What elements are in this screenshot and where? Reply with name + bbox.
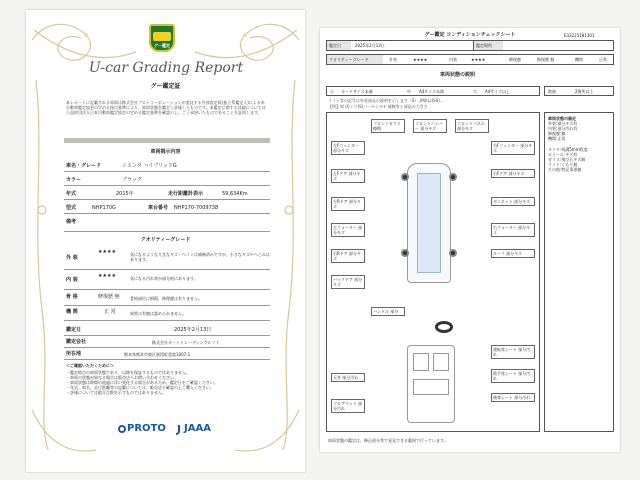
damage-label: ハンドル 部分 — [371, 307, 405, 316]
legend-note: ライト等の記号は外装部品の説明を示します（S）,(M)(L)(SS)… — [328, 98, 444, 103]
grading-report-sheet — [26, 10, 305, 472]
damage-label: 右クォーター 部分キズ — [491, 223, 535, 237]
damage-label: 左Fフェンダー 部分キズ — [331, 141, 365, 155]
wheel-icon — [401, 173, 409, 181]
jaaa-logo-text: JAAA — [184, 423, 211, 434]
section-quality-title: クオリティーグレード — [140, 237, 191, 243]
damage-label: フロントバンパー 部分キズ — [413, 119, 447, 133]
appraisal-location-row: 所在地 熊本県熊本市東区画図町重富1007-1 — [64, 348, 270, 360]
vehicle-color-row: カラー ブラック — [64, 174, 270, 186]
check-sheet-title: グー鑑定 コンディションチェックシート — [424, 32, 516, 38]
proto-logo-text: PROTO — [127, 423, 166, 434]
appraisal-company-row: 鑑定会社 株式会社オートトレーディングルフト — [64, 336, 270, 348]
condition-check-sheet — [320, 28, 620, 452]
seat-icon — [433, 353, 449, 371]
quality-interior-row: 内 装 ★★★★ 気になる汚れ等が部分的にあります。 — [64, 272, 270, 290]
car-roof-glass — [417, 173, 441, 273]
note-item: ・年式、車名、走行距離等の記載については、販売店と確認の上ご購入ください。 — [66, 385, 214, 390]
proto-logo-icon — [118, 425, 126, 433]
damage-label: 後席シート 部分汚れ — [491, 393, 535, 402]
script-title: U-car Grading Report — [88, 60, 244, 76]
note-item: ・鑑定時点の車両状態であり、以降を保証するものではありません。 — [66, 370, 191, 375]
wheel-icon — [401, 249, 409, 257]
notes-list — [66, 370, 271, 395]
wheel-icon — [449, 173, 457, 181]
damage-label: 左Fドア 部分キズ — [331, 169, 365, 183]
vehicle-model-row: 型式 NHP170G 車台番号 NHP170-7009738 — [64, 202, 270, 214]
section-vehicle-title: 車両掲示内容 — [150, 149, 181, 155]
check-sheet-footer: 車両状態の鑑定は、修正部分等で発見できる範囲で行っています。 — [328, 438, 448, 443]
quality-exterior-row: 外 装 ★★★★ 気になるような大きなキズ・ヘコミは補修済みですが、小さなキズやへこみはあります。 — [64, 248, 270, 270]
goo-badge-icon: グー鑑定 — [149, 24, 175, 52]
header-table: 鑑定日 2025年2月13日 鑑定場所 — [326, 40, 614, 51]
appraisal-date-row: 鑑定日 2025年2月13日 — [64, 324, 270, 336]
damage-label: 左クォーター 部分キズ — [331, 223, 365, 237]
note-item: ・評価については総合点数を示すものではありません。 — [66, 390, 167, 395]
quality-grade-row: クオリティーグレード 外装 ★★★★ 内装 ★★★★ 修復歴 修復歴 無 機関 正常 — [326, 54, 614, 65]
damage-label: 左Rドア 部分キズ — [331, 197, 365, 211]
damage-label: ルーフ 部分キズ — [491, 249, 535, 258]
seat-icon — [413, 353, 429, 371]
damage-label: フロントパネル 部分キズ — [455, 119, 489, 133]
damage-label: フロントガラス 擦傷 — [371, 119, 405, 133]
legend-note-example: 【例】車 (I)ミリ(S)パーセンタ+ 補修等と部品の大きさ — [328, 104, 428, 109]
damage-label: 助手席シート 部分汚れ — [491, 369, 535, 383]
certificate-title: グー鑑定証 — [150, 83, 181, 90]
vehicle-diagram — [326, 112, 540, 432]
damage-label: 右Fドア 部分キズ — [491, 169, 535, 178]
damage-label: バックドア 部分キズ — [331, 275, 365, 289]
damage-label: ボンネット 部分キズ — [491, 197, 535, 206]
note-item: ・車両状態は時間の経過に伴い変化する場合があるため、鑑定日をご確認ください。 — [66, 380, 218, 385]
side-notes-panel: 車両状態の補足 外装:部分キズ有 内装:部分汚れ有 修復歴:無 機関:正常 タイヤ:残溝5mm程度 ホイール:キズ有 ガラス:飛び石キズ無 ライト:くもり無 その他:特記事項無 — [544, 112, 614, 432]
damage-label: 右Fフェンダー 部分キズ — [491, 141, 535, 155]
vehicle-note-row: 備考 — [64, 216, 270, 232]
vehicle-year-row: 年式 2015年 走行距離計表示 59,634Km — [64, 188, 270, 200]
status-title: 車両状態の説明 — [440, 72, 476, 78]
damage-label: 天井 部分汚れ — [331, 373, 365, 382]
vehicle-name-row: 車名・グレード シエンタ ハイブリッドG — [64, 160, 270, 172]
count-box: 数値 2箇所以上 — [544, 86, 614, 96]
damage-label: フロアマット 部分汚れ — [331, 399, 365, 413]
note-item: ・車両の状態が異なる場合は販売店へお問い合わせください。 — [66, 375, 178, 380]
wheel-icon — [449, 249, 457, 257]
notes-title: ＜ご確認いただくために＞ — [66, 363, 114, 368]
rear-seat-icon — [413, 379, 449, 395]
legend-row: 小 カードサイズ未満 中 A4サイズ未満 大 A4サイズ以上 — [326, 86, 540, 96]
steering-wheel-icon — [435, 321, 453, 333]
damage-label: 運転席シート 部分汚れ — [491, 345, 535, 359]
divider — [64, 138, 270, 143]
damage-label: 右Rドア 部分キズ — [331, 249, 365, 263]
intro-text: 本レポートに記載される車両は株式会社プロトコーポレーションが委託する外部査定員(独立系鑑定人)による本自動車鑑定協会の定める採点基準により、車両状態を鑑定し評価したものです。本鑑定に関する詳細については公益財団法人日本自動車鑑定協会の定める鑑定基準を確認の上、ご了承頂いたものであることを証明します。 — [66, 100, 266, 115]
evaluation-frame-row: 骨 格 修復歴 無 骨格部位に損傷、修理歴は有りません。 — [64, 292, 270, 306]
evaluation-engine-row: 機 関 正 常 異常の有無は認められません。 — [64, 307, 270, 321]
document-id: E33225181301 — [564, 33, 595, 38]
